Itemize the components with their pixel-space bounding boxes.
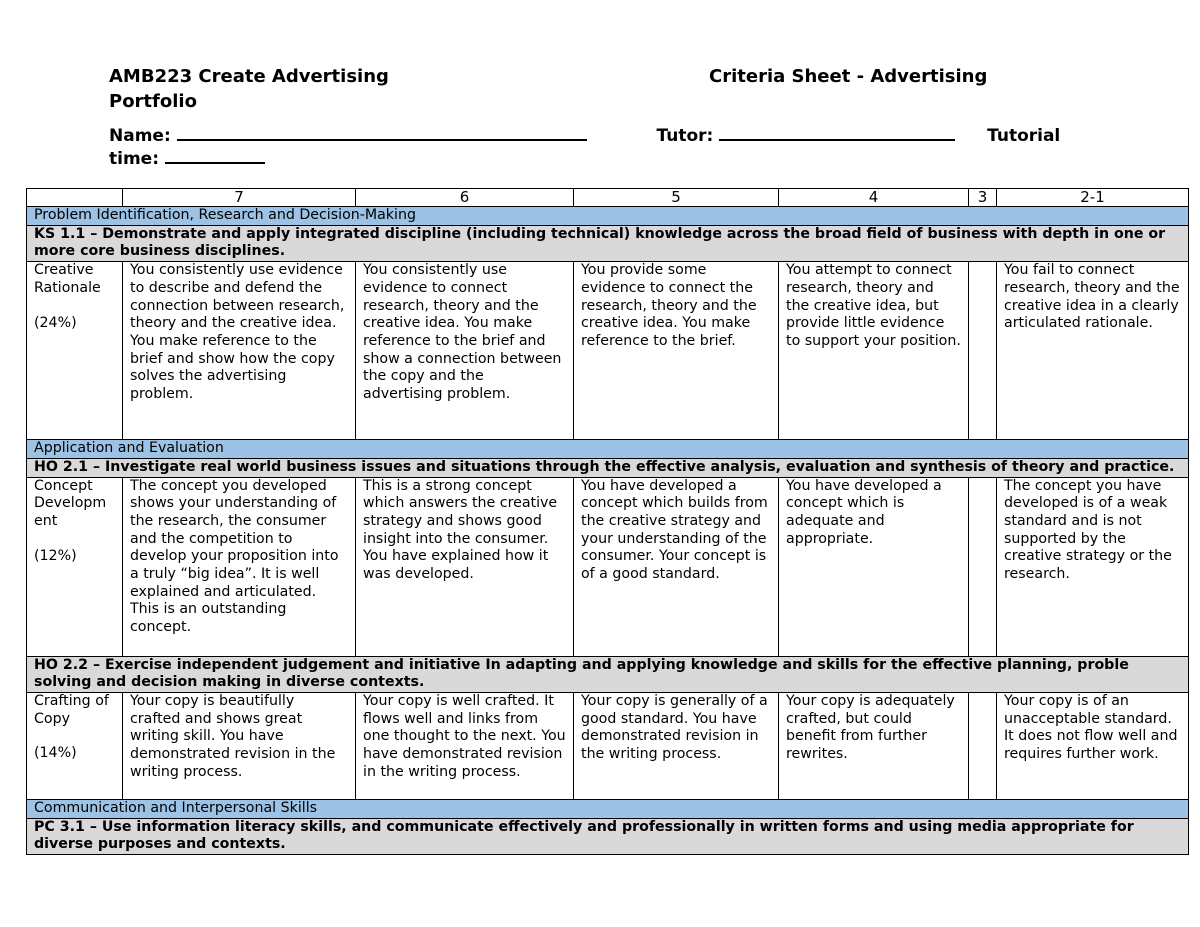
- outcome-text: KS 1.1 – Demonstrate and apply integrated discipline (including technical) knowledge across the broad field of business with depth in one or more core business disciplines.: [27, 225, 1189, 261]
- section-title: Application and Evaluation: [27, 440, 1189, 459]
- descriptor-cell: Your copy is generally of a good standard. You have demonstrated revision in the writing process.: [574, 692, 779, 799]
- name-label: Name:: [109, 126, 171, 146]
- descriptor-cell: You consistently use evidence to connect research, theory and the creative idea. You make reference to the brief and show a connection between the copy and the advertising problem.: [356, 262, 574, 440]
- grade-header: 2-1: [997, 189, 1189, 207]
- grade-header: 5: [574, 189, 779, 207]
- descriptor-cell: Your copy is adequately crafted, but could benefit from further rewrites.: [779, 692, 969, 799]
- descriptor-cell: Your copy is of an unacceptable standard. It does not flow well and requires further work.: [997, 692, 1189, 799]
- descriptor-cell: You provide some evidence to connect the research, theory and the creative idea. You make reference to the brief.: [574, 262, 779, 440]
- descriptor-cell: You consistently use evidence to describe and defend the connection between research, theory and the creative idea. You make reference to the brief and show how the copy solves the advertising problem.: [123, 262, 356, 440]
- criterion-cell: [27, 262, 123, 440]
- grade-header: 6: [356, 189, 574, 207]
- descriptor-cell: [969, 262, 997, 440]
- outcome-text: HO 2.2 – Exercise independent judgement and initiative In adapting and applying knowledge and skills for the effective planning, proble solving and decision making in diverse contexts.: [27, 656, 1189, 692]
- grade-header-row: [27, 189, 1189, 207]
- grade-header: 7: [123, 189, 356, 207]
- descriptor-cell: You have developed a concept which builds from the creative strategy and your understanding of the consumer. Your concept is of a good standard.: [574, 477, 779, 656]
- criterion-name: Concept Developm ent: [34, 477, 107, 529]
- tutor-label: Tutor:: [656, 126, 714, 146]
- criterion-row: [27, 262, 1189, 440]
- descriptor-cell: [969, 477, 997, 656]
- criterion-name: Crafting of Copy: [34, 692, 109, 727]
- criterion-cell: [27, 692, 123, 799]
- sheet-title: Criteria Sheet - Advertising: [709, 66, 988, 87]
- section-row: [27, 799, 1189, 818]
- outcome-text: PC 3.1 – Use information literacy skills, and communicate effectively and professionally in written forms and using media appropriate for diverse purposes and contexts.: [27, 818, 1189, 854]
- descriptor-cell: You have developed a concept which is adequate and appropriate.: [779, 477, 969, 656]
- section-title: Communication and Interpersonal Skills: [27, 799, 1189, 818]
- name-tutor-line: [109, 124, 1069, 170]
- criteria-table: [26, 188, 1189, 855]
- grade-header: 3: [969, 189, 997, 207]
- descriptor-cell: Your copy is beautifully crafted and shows great writing skill. You have demonstrated revision in the writing process.: [123, 692, 356, 799]
- tutorial-label: Tutorial: [987, 126, 1061, 146]
- descriptor-cell: The concept you have developed is of a weak standard and is not supported by the creative strategy or the research.: [997, 477, 1189, 656]
- outcome-row: [27, 656, 1189, 692]
- criterion-weight: (14%): [34, 745, 77, 762]
- outcome-row: [27, 458, 1189, 477]
- course-title: AMB223 Create Advertising Portfolio: [109, 66, 389, 112]
- outcome-text: HO 2.1 – Investigate real world business issues and situations through the effective analysis, evaluation and synthesis of theory and practice.: [27, 458, 1189, 477]
- descriptor-cell: Your copy is well crafted. It flows well and links from one thought to the next. You have demonstrated revision in the writing process.: [356, 692, 574, 799]
- criterion-weight: (24%): [34, 314, 77, 331]
- outcome-row: [27, 818, 1189, 854]
- criterion-row: [27, 692, 1189, 799]
- descriptor-cell: [969, 692, 997, 799]
- descriptor-cell: The concept you developed shows your understanding of the research, the consumer and the competition to develop your proposition into a truly “big idea”. It is well explained and articulated. This is an outstanding concept.: [123, 477, 356, 656]
- section-row: [27, 440, 1189, 459]
- grade-header-blank: [27, 189, 123, 207]
- section-row: [27, 207, 1189, 226]
- time-label: time:: [109, 149, 159, 169]
- criterion-cell: [27, 477, 123, 656]
- outcome-row: [27, 225, 1189, 261]
- time-blank: [165, 147, 265, 164]
- criterion-name: Creative Rationale: [34, 262, 101, 296]
- descriptor-cell: You fail to connect research, theory and the creative idea in a clearly articulated rationale.: [997, 262, 1189, 440]
- descriptor-cell: This is a strong concept which answers the creative strategy and shows good insight into the consumer. You have explained how it was developed.: [356, 477, 574, 656]
- criterion-weight: (12%): [34, 547, 77, 564]
- grade-header: 4: [779, 189, 969, 207]
- tutor-blank: [719, 124, 955, 141]
- criterion-row: [27, 477, 1189, 656]
- name-blank: [177, 124, 587, 141]
- descriptor-cell: You attempt to connect research, theory and the creative idea, but provide little evidence to support your position.: [779, 262, 969, 440]
- section-title: Problem Identification, Research and Decision-Making: [27, 207, 1189, 226]
